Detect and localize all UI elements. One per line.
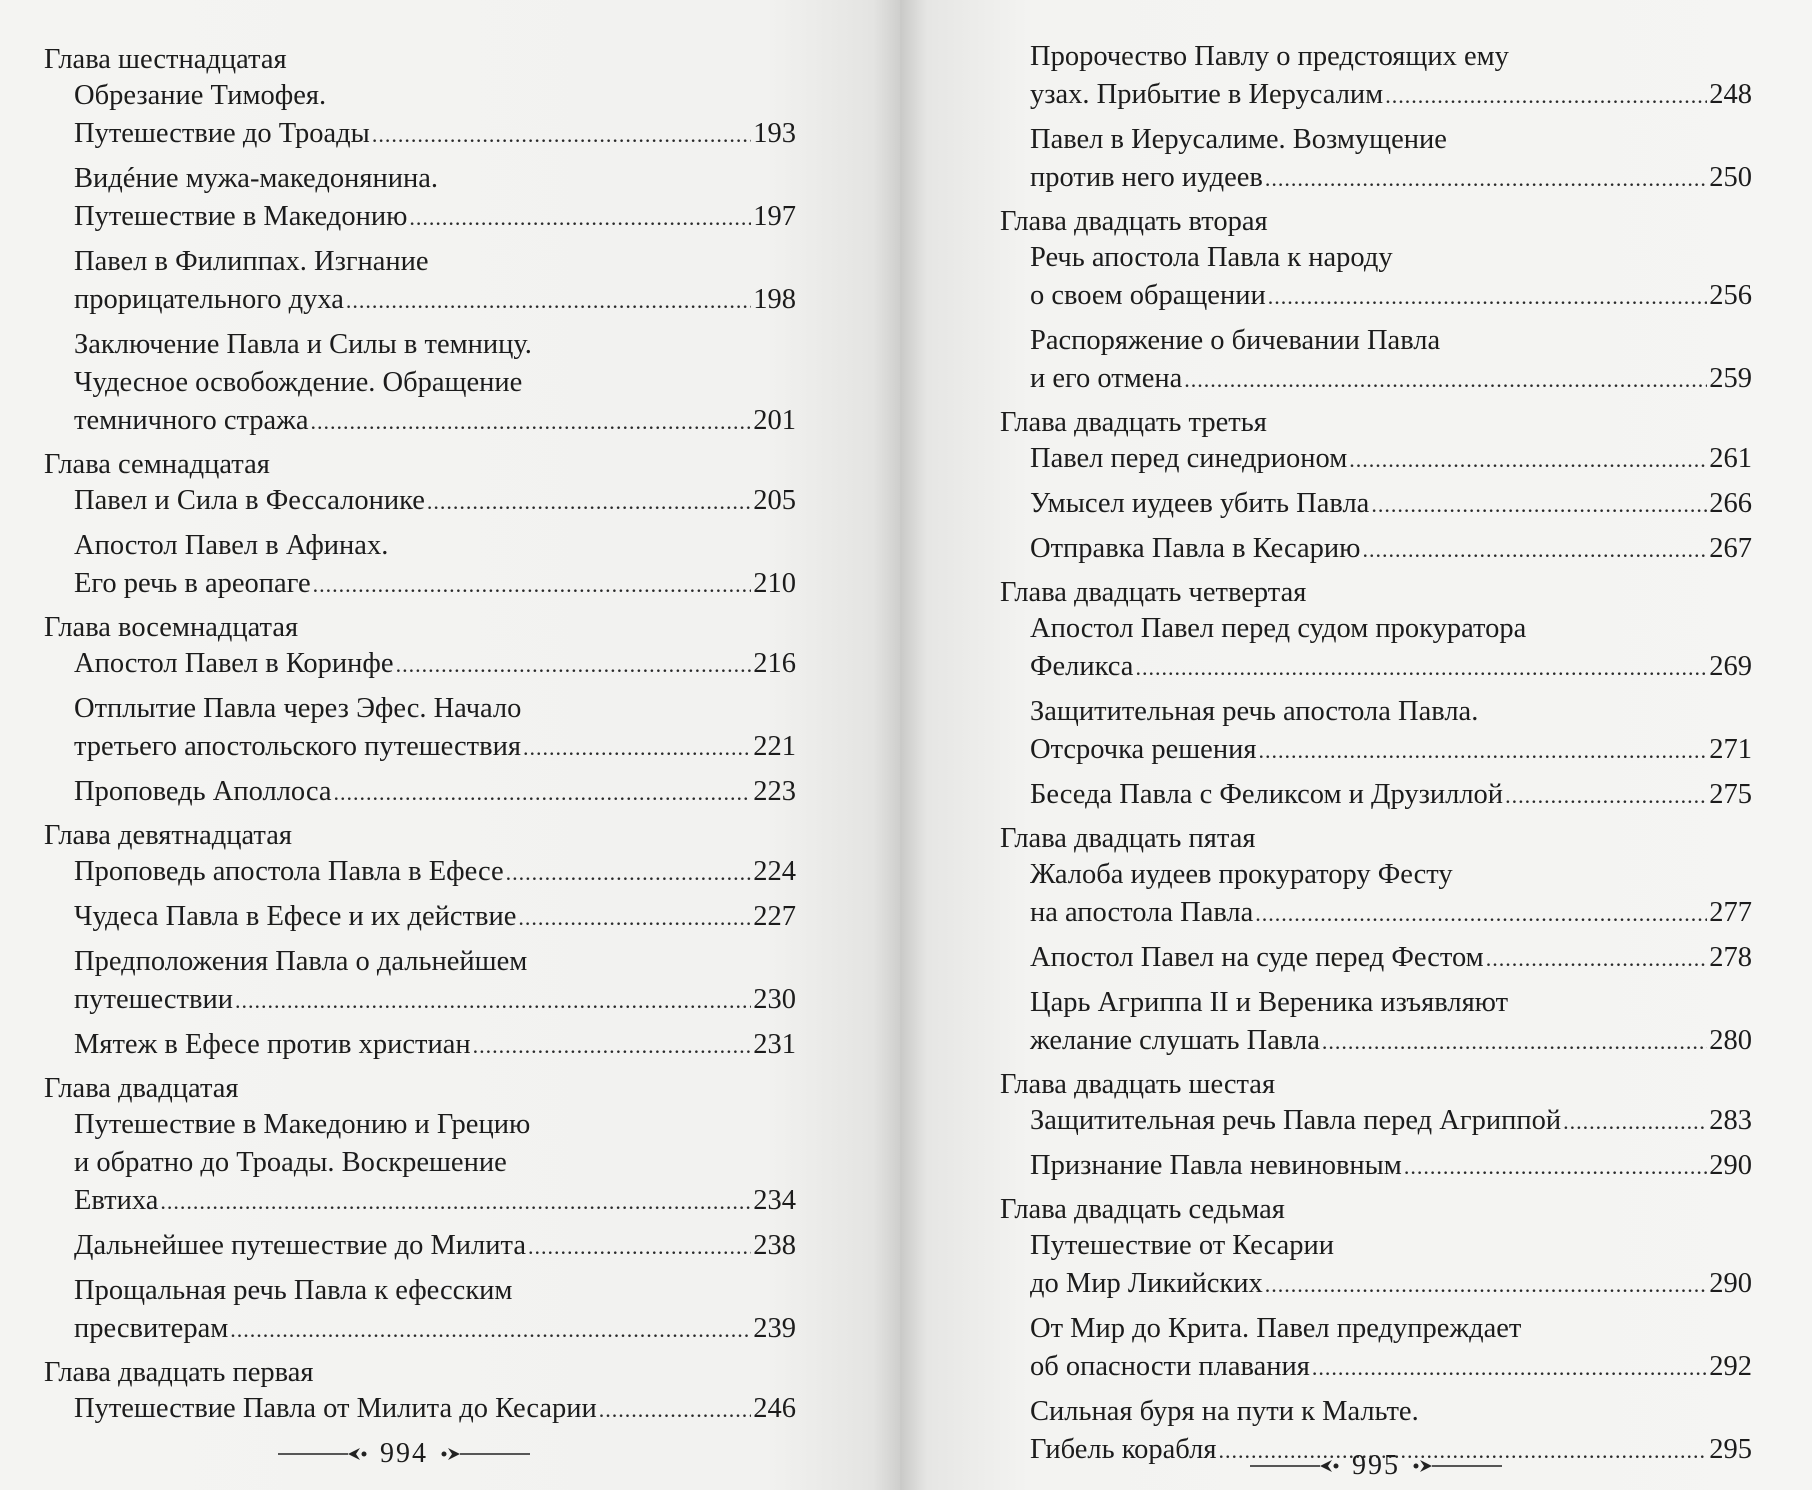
entry-page-number: 290 [1709, 1150, 1752, 1181]
entry-page-number: 193 [753, 118, 796, 149]
entry-title-line: Сильная буря на пути к Мальте. [1030, 1396, 1419, 1427]
dot-leader [313, 566, 752, 604]
chapter-heading: Глава двадцать вторая [1000, 206, 1268, 237]
entry-last-line [74, 645, 796, 684]
entry-title-line: Проповедь Аполлоса [74, 776, 332, 807]
entry-title-line: Заключение Павла и Силы в темницу. [74, 329, 532, 360]
toc-entry [44, 1390, 796, 1429]
entry-title-line: Видéние мужа-македонянина. [74, 163, 438, 194]
ornament-left-icon [278, 1446, 368, 1462]
entry-last-line [74, 115, 796, 154]
entry-page-number: 267 [1709, 533, 1752, 564]
entry-last-line [1030, 76, 1752, 115]
toc-entry [1000, 776, 1752, 815]
entry-title-line: об опасности плавания [1030, 1351, 1310, 1382]
entry-page-number: 250 [1709, 162, 1752, 193]
dot-leader [1135, 649, 1707, 687]
entry-last-line [74, 1182, 796, 1221]
entry-last-line [1030, 648, 1752, 687]
toc-entry [1000, 1310, 1752, 1387]
chapter-heading: Глава семнадцатая [44, 449, 270, 480]
toc-entry [1000, 239, 1752, 316]
entry-last-line [1030, 159, 1752, 198]
dot-leader [1486, 940, 1708, 978]
entry-page-number: 227 [753, 901, 796, 932]
entry-last-line [1030, 939, 1752, 978]
entry-title-line: Евтиха [74, 1185, 159, 1216]
entry-page-number: 261 [1709, 443, 1752, 474]
entry-title-line: Путешествие Павла от Милита до Кесарии [74, 1393, 597, 1424]
toc-entry [44, 943, 796, 1020]
dot-leader [1563, 1103, 1707, 1141]
dot-leader [473, 1027, 752, 1065]
entry-page-number: 239 [753, 1313, 796, 1344]
page-number-left [278, 1438, 530, 1470]
page-number-right [1250, 1450, 1502, 1482]
entry-title-line: Чудеса Павла в Ефесе и их действие [74, 901, 517, 932]
toc-entry [44, 326, 796, 441]
left-page [0, 0, 900, 1490]
entry-page-number: 234 [753, 1185, 796, 1216]
entry-title-line: Защитительная речь Павла перед Агриппой [1030, 1105, 1562, 1136]
chapter-heading: Глава двадцать седьмая [1000, 1194, 1285, 1225]
entry-title-line: Путешествие в Македонию и Грецию [74, 1109, 531, 1140]
toc-entry [1000, 1147, 1752, 1186]
entry-title-line: Отправка Павла в Кесарию [1030, 533, 1361, 564]
entry-page-number: 201 [753, 405, 796, 436]
entry-page-number: 280 [1709, 1025, 1752, 1056]
entry-page-number: 292 [1709, 1351, 1752, 1382]
entry-title-line: Апостол Павел в Афинах. [74, 530, 389, 561]
entry-last-line [74, 198, 796, 237]
entry-last-line [1030, 485, 1752, 524]
toc-entry [44, 898, 796, 937]
dot-leader [427, 483, 751, 521]
entry-title-line: Отплытие Павла через Эфес. Начало [74, 693, 522, 724]
entry-last-line [1030, 731, 1752, 770]
right-page [900, 0, 1812, 1490]
toc-entry [44, 853, 796, 892]
entry-title-line: на апостола Павла [1030, 897, 1254, 928]
entry-last-line [74, 402, 796, 441]
dot-leader [160, 1183, 751, 1221]
entry-title-line: и его отмена [1030, 363, 1183, 394]
entry-last-line [74, 728, 796, 767]
entry-last-line [1030, 440, 1752, 479]
entry-last-line [74, 1026, 796, 1065]
dot-leader [518, 899, 751, 937]
entry-last-line [74, 1227, 796, 1266]
entry-page-number: 246 [753, 1393, 796, 1424]
dot-leader [346, 282, 751, 320]
toc-entry [1000, 322, 1752, 399]
entry-last-line [1030, 1022, 1752, 1061]
entry-page-number: 256 [1709, 280, 1752, 311]
entry-title-line: пресвитерам [74, 1313, 229, 1344]
entry-title-line: Обрезание Тимофея. [74, 80, 327, 111]
entry-title-line: Царь Агриппа II и Вереника изъявляют [1030, 987, 1509, 1018]
entry-title-line: Путешествие до Троады [74, 118, 370, 149]
ornament-left-icon [1250, 1458, 1340, 1474]
entry-page-number: 223 [753, 776, 796, 807]
dot-leader [1505, 777, 1707, 815]
entry-title-line: третьего апостольского путешествия [74, 731, 521, 762]
entry-page-number: 205 [753, 485, 796, 516]
entry-title-line: Мятеж в Ефесе против христиан [74, 1029, 471, 1060]
entry-last-line [1030, 1265, 1752, 1304]
entry-title-line: Путешествие в Македонию [74, 201, 408, 232]
entry-title-line: против него иудеев [1030, 162, 1263, 193]
entry-page-number: 210 [753, 568, 796, 599]
dot-leader [334, 774, 752, 812]
dot-leader [1362, 531, 1707, 569]
entry-last-line [74, 853, 796, 892]
ornament-right-icon [1412, 1458, 1502, 1474]
toc-entry [1000, 693, 1752, 770]
entry-title-line: Распоряжение о бичевании Павла [1030, 325, 1441, 356]
toc-entry [1000, 1102, 1752, 1141]
entry-last-line [1030, 894, 1752, 933]
dot-leader [235, 982, 751, 1020]
entry-title-line: Апостол Павел перед судом прокуратора [1030, 613, 1527, 644]
toc-entry [44, 527, 796, 604]
entry-page-number: 231 [753, 1029, 796, 1060]
entry-title-line: Павел в Филиппах. Изгнание [74, 246, 429, 277]
chapter-heading: Глава восемнадцатая [44, 612, 299, 643]
toc-entry [1000, 610, 1752, 687]
dot-leader [523, 729, 751, 767]
entry-page-number: 197 [753, 201, 796, 232]
entry-page-number: 277 [1709, 897, 1752, 928]
dot-leader [409, 199, 751, 237]
chapter-heading: Глава двадцатая [44, 1073, 239, 1104]
dot-leader [1385, 77, 1707, 115]
dot-leader [311, 403, 752, 441]
toc-entry [1000, 856, 1752, 933]
entry-title-line: о своем обращении [1030, 280, 1266, 311]
dot-leader [396, 646, 752, 684]
entry-title-line: Павел перед синедрионом [1030, 443, 1348, 474]
toc-entry [1000, 530, 1752, 569]
entry-title-line: прорицательного духа [74, 284, 344, 315]
entry-title-line: Защитительная речь апостола Павла. [1030, 696, 1479, 727]
entry-last-line [1030, 776, 1752, 815]
page-number: 994 [380, 1438, 428, 1469]
entry-title-line: и обратно до Троады. Воскрешение [74, 1147, 507, 1178]
entry-title-line: От Мир до Крита. Павел предупреждает [1030, 1313, 1522, 1344]
entry-title-line: Гибель корабля [1030, 1434, 1217, 1465]
dot-leader [1258, 732, 1707, 770]
entry-last-line [1030, 1102, 1752, 1141]
toc-entry [1000, 121, 1752, 198]
dot-leader [1371, 486, 1707, 524]
entry-title-line: Умысел иудеев убить Павла [1030, 488, 1370, 519]
entry-title-line: Признание Павла невиновным [1030, 1150, 1402, 1181]
chapter-heading: Глава двадцать шестая [1000, 1069, 1276, 1100]
dot-leader [599, 1391, 751, 1429]
chapter-heading: Глава двадцать первая [44, 1357, 314, 1388]
entry-page-number: 271 [1709, 734, 1752, 765]
entry-title-line: Прощальная речь Павла к ефесским [74, 1275, 513, 1306]
ornament-right-icon [440, 1446, 530, 1462]
chapter-heading: Глава шестнадцатая [44, 44, 287, 75]
dot-leader [528, 1228, 751, 1266]
toc-entry [44, 243, 796, 320]
dot-leader [1312, 1349, 1707, 1387]
dot-leader [230, 1311, 751, 1349]
entry-page-number: 216 [753, 648, 796, 679]
chapter-heading: Глава двадцать четвертая [1000, 577, 1307, 608]
dot-leader [372, 116, 751, 154]
entry-title-line: Речь апостола Павла к народу [1030, 242, 1393, 273]
entry-page-number: 290 [1709, 1268, 1752, 1299]
entry-last-line [74, 1310, 796, 1349]
toc-entry [44, 160, 796, 237]
entry-last-line [74, 981, 796, 1020]
entry-last-line [74, 281, 796, 320]
toc-entry [44, 645, 796, 684]
chapter-heading: Глава девятнадцатая [44, 820, 292, 851]
entry-last-line [74, 773, 796, 812]
entry-title-line: Путешествие от Кесарии [1030, 1230, 1334, 1261]
entry-title-line: Павел в Иерусалиме. Возмущение [1030, 124, 1447, 155]
toc-entry [1000, 440, 1752, 479]
entry-page-number: 248 [1709, 79, 1752, 110]
toc-entry [44, 773, 796, 812]
dot-leader [1268, 278, 1708, 316]
toc-entry [1000, 984, 1752, 1061]
toc-right [1000, 38, 1752, 1470]
toc-entry [44, 1227, 796, 1266]
toc-entry [1000, 939, 1752, 978]
entry-page-number: 198 [753, 284, 796, 315]
entry-last-line [1030, 1348, 1752, 1387]
page-number: 995 [1352, 1450, 1400, 1481]
entry-title-line: Жалоба иудеев прокуратору Фесту [1030, 859, 1453, 890]
entry-last-line [1030, 530, 1752, 569]
toc-entry [44, 77, 796, 154]
entry-last-line [74, 898, 796, 937]
chapter-heading: Глава двадцать третья [1000, 407, 1267, 438]
toc-entry [44, 690, 796, 767]
entry-last-line [1030, 360, 1752, 399]
entry-last-line [74, 1390, 796, 1429]
entry-title-line: Отсрочка решения [1030, 734, 1257, 765]
entry-title-line: темничного стража [74, 405, 309, 436]
toc-left [44, 42, 796, 1429]
dot-leader [1404, 1148, 1707, 1186]
entry-page-number: 230 [753, 984, 796, 1015]
entry-title-line: путешествии [74, 984, 233, 1015]
dot-leader [1265, 1266, 1707, 1304]
dot-leader [1184, 361, 1707, 399]
entry-page-number: 295 [1709, 1434, 1752, 1465]
chapter-heading: Глава двадцать пятая [1000, 823, 1256, 854]
toc-entry [1000, 1227, 1752, 1304]
entry-title-line: Феликса [1030, 651, 1134, 682]
entry-page-number: 275 [1709, 779, 1752, 810]
entry-page-number: 221 [753, 731, 796, 762]
dot-leader [1255, 895, 1707, 933]
entry-last-line [74, 482, 796, 521]
dot-leader [1322, 1023, 1707, 1061]
entry-last-line [1030, 277, 1752, 316]
entry-title-line: Его речь в ареопаге [74, 568, 311, 599]
entry-page-number: 266 [1709, 488, 1752, 519]
dot-leader [1265, 160, 1707, 198]
entry-title-line: Чудесное освобождение. Обращение [74, 367, 523, 398]
entry-last-line [1030, 1147, 1752, 1186]
entry-last-line [74, 565, 796, 604]
toc-entry [44, 482, 796, 521]
dot-leader [506, 854, 752, 892]
entry-page-number: 259 [1709, 363, 1752, 394]
toc-entry [44, 1026, 796, 1065]
entry-page-number: 278 [1709, 942, 1752, 973]
entry-page-number: 238 [753, 1230, 796, 1261]
entry-title-line: желание слушать Павла [1030, 1025, 1320, 1056]
entry-title-line: узах. Прибытие в Иерусалим [1030, 79, 1384, 110]
entry-page-number: 269 [1709, 651, 1752, 682]
entry-title-line: Апостол Павел в Коринфе [74, 648, 394, 679]
dot-leader [1349, 441, 1707, 479]
entry-title-line: Проповедь апостола Павла в Ефесе [74, 856, 504, 887]
entry-title-line: Беседа Павла с Феликсом и Друзиллой [1030, 779, 1504, 810]
entry-title-line: Павел и Сила в Фессалонике [74, 485, 425, 516]
entry-page-number: 224 [753, 856, 796, 887]
entry-title-line: Предположения Павла о дальнейшем [74, 946, 528, 977]
toc-entry [1000, 485, 1752, 524]
entry-title-line: Пророчество Павлу о предстоящих ему [1030, 41, 1509, 72]
toc-entry [44, 1106, 796, 1221]
entry-page-number: 283 [1709, 1105, 1752, 1136]
entry-title-line: Апостол Павел на суде перед Фестом [1030, 942, 1484, 973]
toc-entry [44, 1272, 796, 1349]
toc-entry [1000, 38, 1752, 115]
entry-title-line: до Мир Ликийских [1030, 1268, 1263, 1299]
entry-title-line: Дальнейшее путешествие до Милита [74, 1230, 526, 1261]
